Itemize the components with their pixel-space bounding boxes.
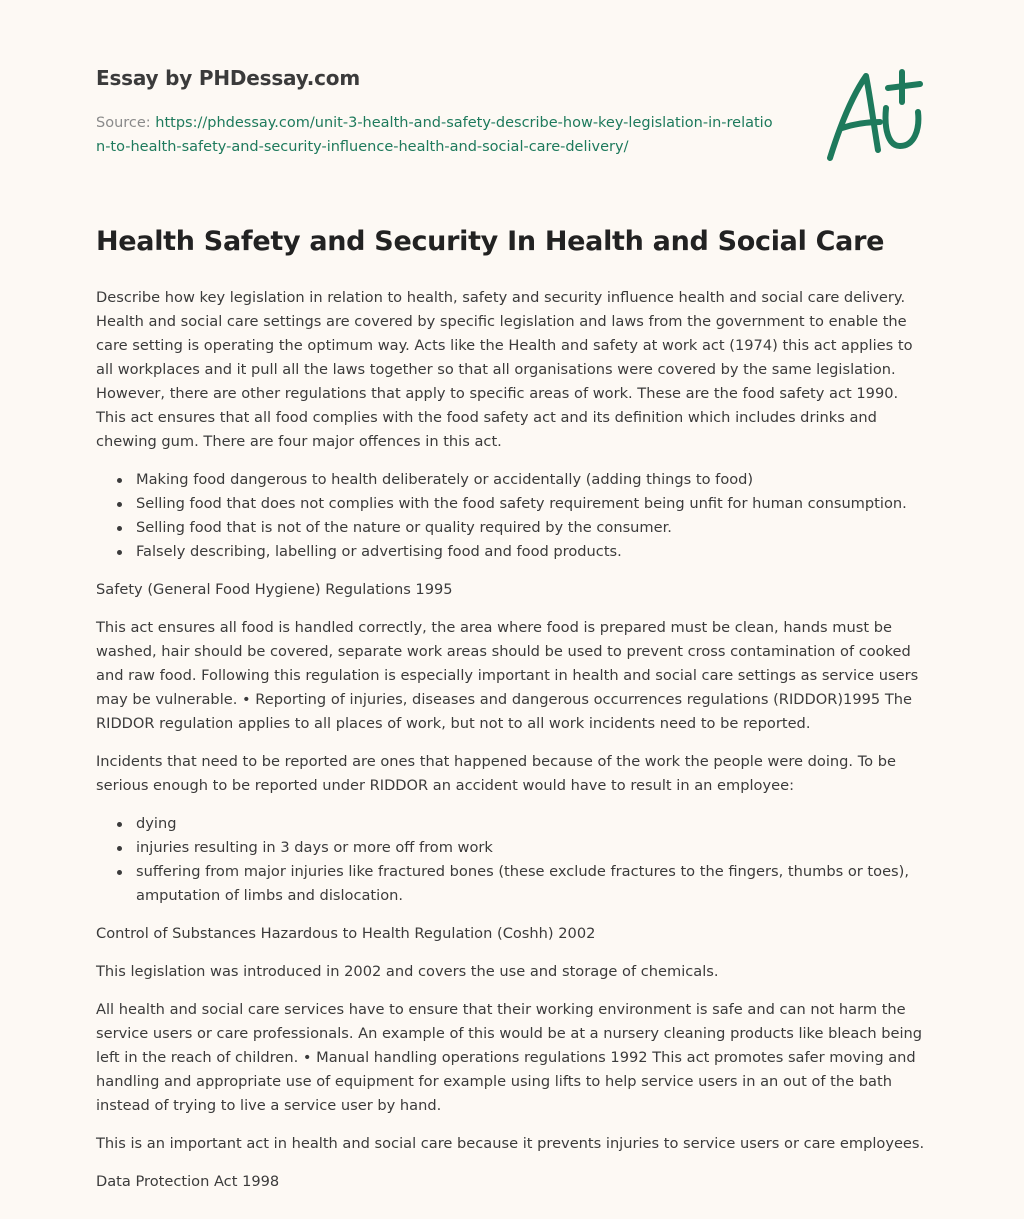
data-protection-heading: Data Protection Act 1998 bbox=[96, 1173, 280, 1190]
coshh-paragraph: This legislation was introduced in 2002 and covers the use and storage of chemicals. bbox=[96, 963, 719, 980]
site-name: Essay by PHDessay.com bbox=[96, 66, 360, 90]
list-item: Selling food that is not of the nature or quality required by the consumer. bbox=[96, 516, 932, 540]
source-label: Source: bbox=[96, 115, 156, 131]
incidents-list bbox=[96, 812, 932, 908]
important-paragraph: This is an important act in health and social care because it prevents injuries to service users or care employees. bbox=[96, 1135, 925, 1152]
a-plus-logo bbox=[822, 66, 932, 166]
page-title: Health Safety and Security In Health and Social Care bbox=[96, 226, 885, 257]
source-link[interactable]: https://phdessay.com/unit-3-health-and-safety-describe-how-key-legislation-in-relation-to-health-safety-and-security-influence-health-and-social-care-delivery/ bbox=[96, 115, 773, 155]
list-item: injuries resulting in 3 days or more off from work bbox=[96, 836, 932, 860]
offences-list bbox=[96, 468, 932, 564]
article-body bbox=[96, 286, 932, 1208]
list-item: suffering from major injuries like fractured bones (these exclude fractures to the fingers, thumbs or toes), amputation of limbs and dislocation. bbox=[96, 860, 932, 908]
hygiene-paragraph: This act ensures all food is handled correctly, the area where food is prepared must be clean, hands must be washed, hair should be covered, separate work areas should be used to prevent cross contamination of cooked and raw food. Following this regulation is especially important in health and social care settings as service users may be vulnerable. • Reporting of injuries, diseases and dangerous occurrences regulations (RIDDOR)1995 The RIDDOR regulation applies to all places of work, but not to all work incidents need to be reported. bbox=[96, 619, 919, 732]
list-item: Making food dangerous to health deliberately or accidentally (adding things to food) bbox=[96, 468, 932, 492]
hygiene-heading: Safety (General Food Hygiene) Regulations 1995 bbox=[96, 581, 453, 598]
services-paragraph: All health and social care services have to ensure that their working environment is safe and can not harm the service users or care professionals. An example of this would be at a nursery cleaning products like bleach being left in the reach of children. • Manual handling operations regulations 1992 This act promotes safer moving and handling and appropriate use of equipment for example using lifts to help service users in an out of the bath instead of trying to live a service user by hand. bbox=[96, 1001, 923, 1114]
list-item: Falsely describing, labelling or advertising food and food products. bbox=[96, 540, 932, 564]
list-item: Selling food that does not complies with the food safety requirement being unfit for human consumption. bbox=[96, 492, 932, 516]
incidents-paragraph: Incidents that need to be reported are ones that happened because of the work the people were doing. To be serious enough to be reported under RIDDOR an accident would have to result in an employee: bbox=[96, 753, 896, 794]
list-item: dying bbox=[96, 812, 932, 836]
a-plus-logo-icon bbox=[822, 66, 932, 166]
coshh-heading: Control of Substances Hazardous to Health Regulation (Coshh) 2002 bbox=[96, 925, 596, 942]
source-line bbox=[96, 111, 776, 159]
intro-paragraph: Describe how key legislation in relation to health, safety and security influence health and social care delivery. Health and social care settings are covered by specific legislation and laws from the government to enable the care setting is operating the optimum way. Acts like the Health and safety at work act (1974) this act applies to all workplaces and it pull all the laws together so that all organisations were covered by the same legislation. However, there are other regulations that apply to specific areas of work. These are the food safety act 1990. This act ensures that all food complies with the food safety act and its definition which includes drinks and chewing gum. There are four major offences in this act. bbox=[96, 289, 913, 450]
